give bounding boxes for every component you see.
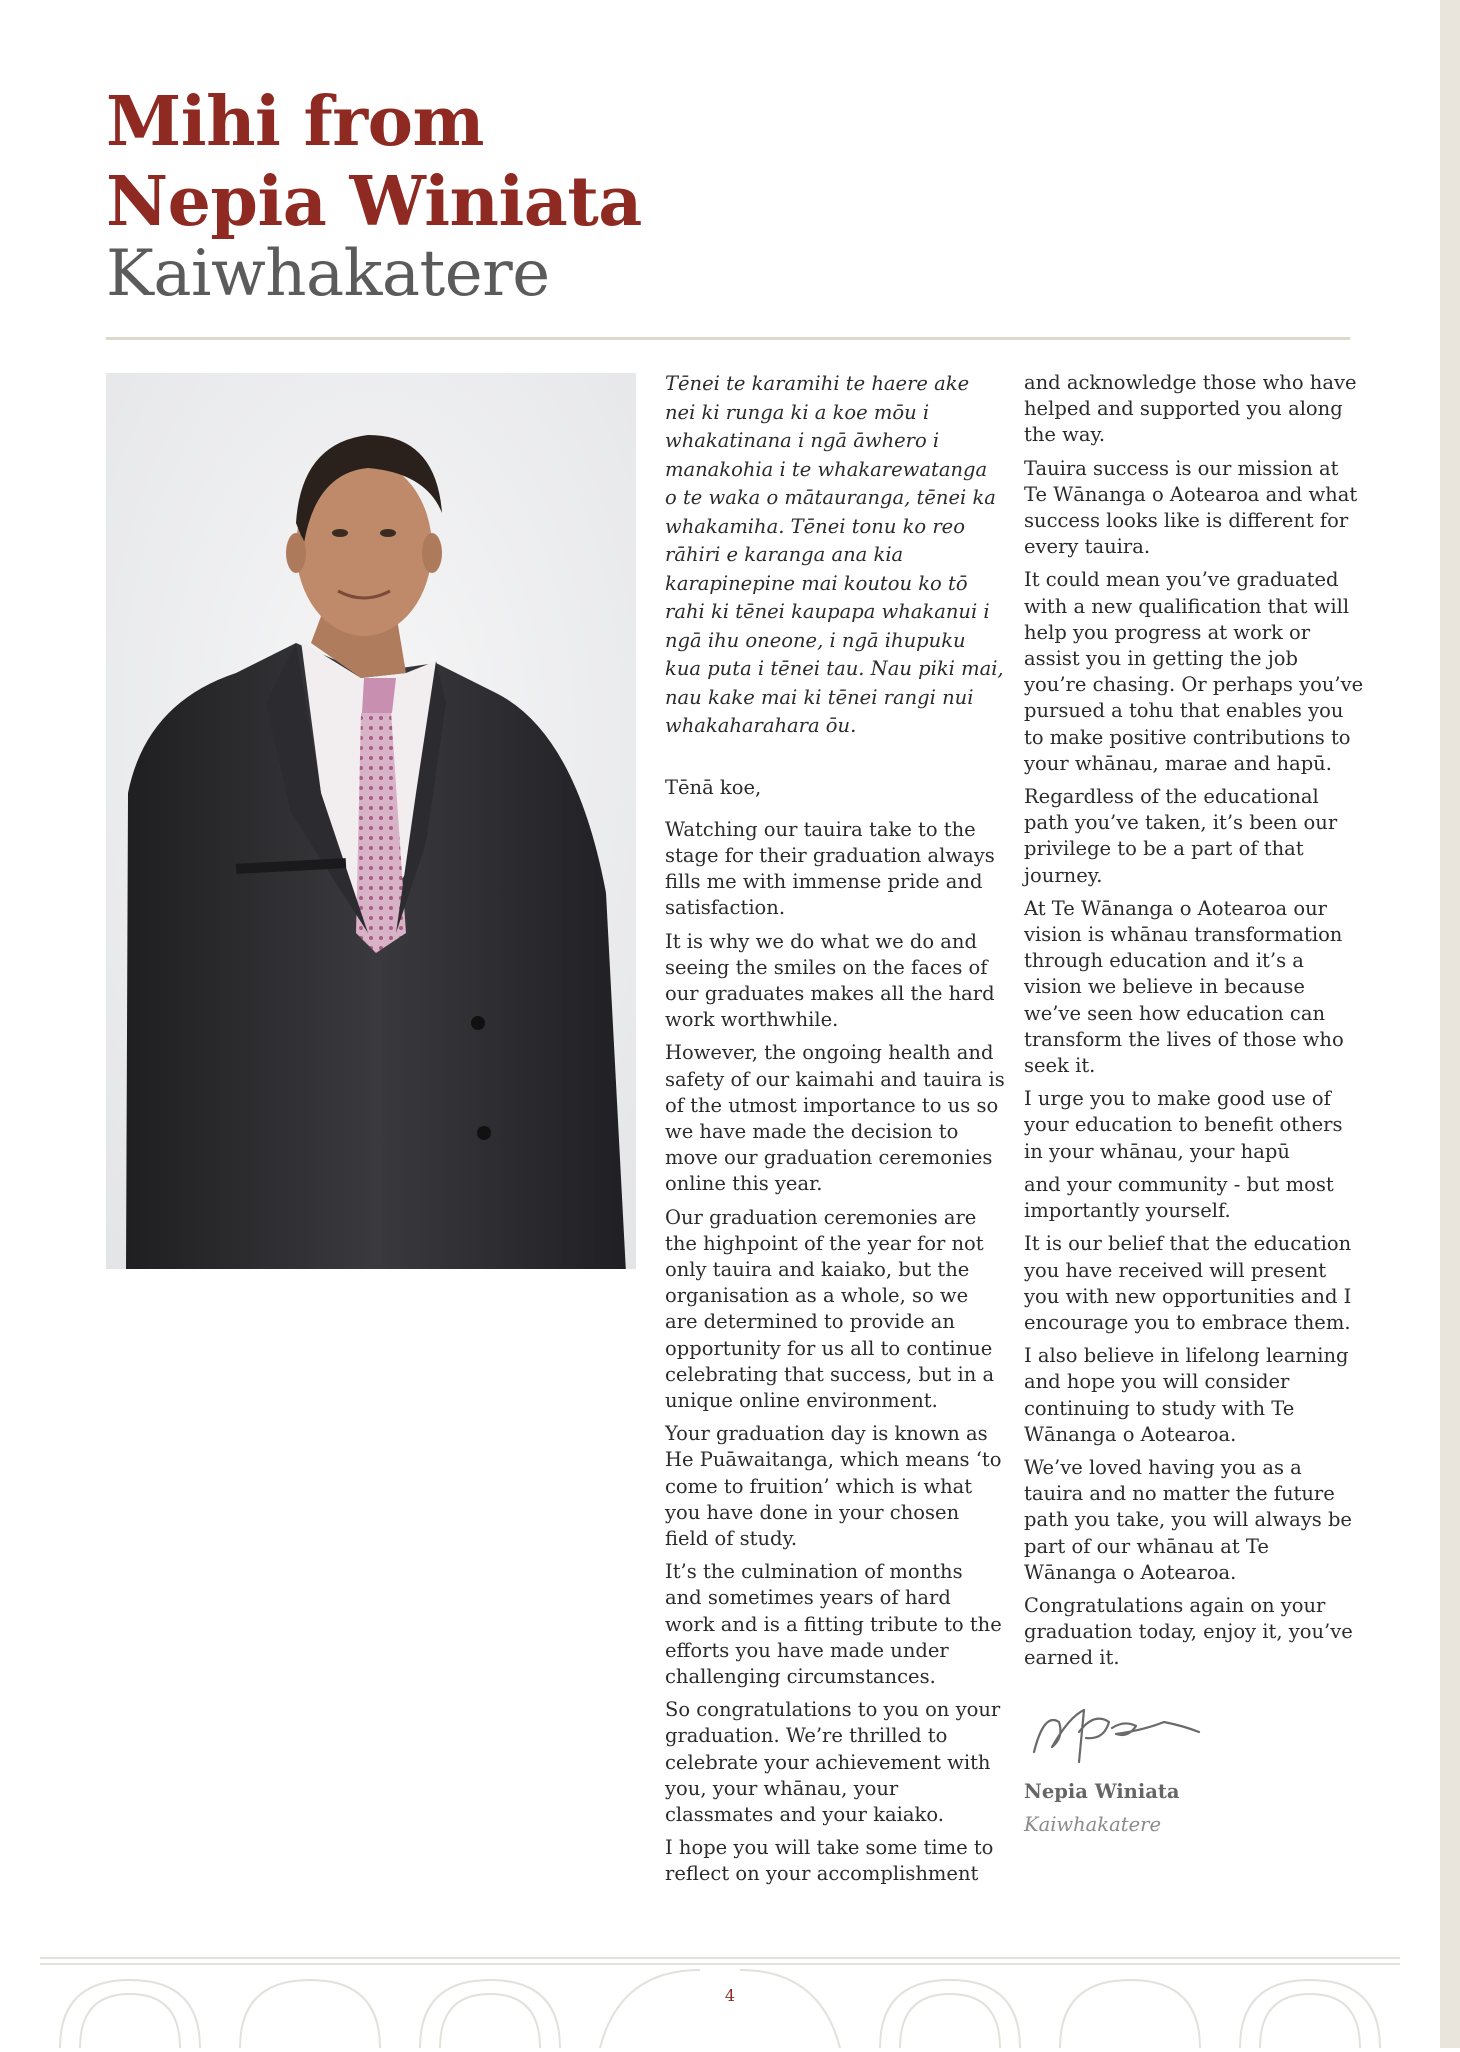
title-line-1: Mihi from [106,82,484,162]
signature-block [1024,1692,1366,1839]
body-paragraph: However, the ongoing health and safety of our kaimahi and tauira is of the utmost importance to us so we have made the decision to move our graduation ceremonies online this year. [665,1041,1005,1196]
body-paragraph: It could mean you’ve graduated with a new qualification that will help you progress at work or assist you in getting the job you’re chasing. Or perhaps you’ve pursued a tohu that enables you to make positive contributions to your whānau, marae and hapū. [1024,568,1364,775]
greeting: Tēnā koe, [665,775,762,799]
signatory-title: Kaiwhakatere [1024,1812,1161,1836]
body-paragraph: Congratulations again on your graduation today, enjoy it, you’ve earned it. [1024,1593,1353,1670]
handwritten-signature [1024,1692,1204,1772]
body-paragraph: and your community - but most importantly yourself. [1024,1172,1334,1223]
header-divider [106,337,1350,340]
body-paragraph: So congratulations to you on your graduation. We’re thrilled to celebrate your achievement with you, your whānau, your classmates and your kaiako. [665,1698,1001,1827]
body-paragraph: I also believe in lifelong learning and hope you will consider continuing to study with Te Wānanga o Aotearoa. [1024,1344,1349,1446]
page-number: 4 [724,1986,736,2005]
body-paragraph: It is our belief that the education you have received will present you with new opportunities and I encourage you to embrace them. [1024,1232,1352,1334]
title-line-2: Nepia Winiata [106,162,642,242]
body-paragraph: It’s the culmination of months and sometimes years of hard work and is a fitting tribute to the efforts you have made under challenging circumstances. [665,1560,1002,1688]
page-edge-strip [1440,0,1460,2048]
body-paragraph: At Te Wānanga o Aotearoa our vision is whānau transformation through education and it’s a vision we believe in because we’ve seen how education can transform the lives of those who seek it. [1024,896,1344,1078]
body-paragraph: Tauira success is our mission at Te Wānanga o Aotearoa and what success looks like is different for every tauira. [1024,456,1358,559]
body-paragraph: and acknowledge those who have helped and supported you along the way. [1024,371,1357,447]
karakia-paragraph: Tēnei te karamihi te haere ake nei ki runga ki a koe mōu i whakatinana i ngā āwhero i manakohia i te whakarewatanga o te waka o mātauranga, tēnei ka whakamiha. Tēnei tonu ko reo rāhiri e karanga ana kia karapinepine mai koutou ko tō rahi ki tēnei kaupapa whakanui i ngā ihu oneone, i ngā ihupuku kua puta i tēnei tau. Nau piki mai, nau kake mai ki tēnei rangi nui whakaharahara ōu. [665,372,1004,737]
page-title [106,82,642,242]
signatory-name: Nepia Winiata [1024,1779,1180,1803]
portrait-illustration [106,373,636,1269]
body-paragraph: I urge you to make good use of your education to benefit others in your whānau, your hapū [1024,1087,1343,1163]
page-subtitle: Kaiwhakatere [106,237,550,311]
body-paragraph: Regardless of the educational path you’ve taken, it’s been our privilege to be a part of that journey. [1024,785,1338,887]
body-paragraph: Our graduation ceremonies are the highpoint of the year for not only tauira and kaiako, but the organisation as a whole, so we are determined to provide an opportunity for us all to continue celebrating that success, but in a unique online environment. [665,1205,995,1412]
body-paragraph: We’ve loved having you as a tauira and no matter the future path you take, you will always be part of our whānau at Te Wānanga o Aotearoa. [1024,1455,1352,1584]
portrait-photo [106,373,636,1269]
body-paragraph: It is why we do what we do and seeing the smiles on the faces of our graduates makes all the hard work worthwhile. [665,929,995,1032]
text-column-2 [1024,370,1366,1845]
text-column-1 [665,370,1005,1895]
body-paragraph: Your graduation day is known as He Puāwaitanga, which means ‘to come to fruition’ which is what you have done in your chosen field of study. [665,1422,1002,1550]
body-paragraph: Watching our tauira take to the stage for their graduation always fills me with immense pride and satisfaction. [665,817,995,920]
body-paragraph: I hope you will take some time to reflect on your accomplishment [665,1836,994,1886]
